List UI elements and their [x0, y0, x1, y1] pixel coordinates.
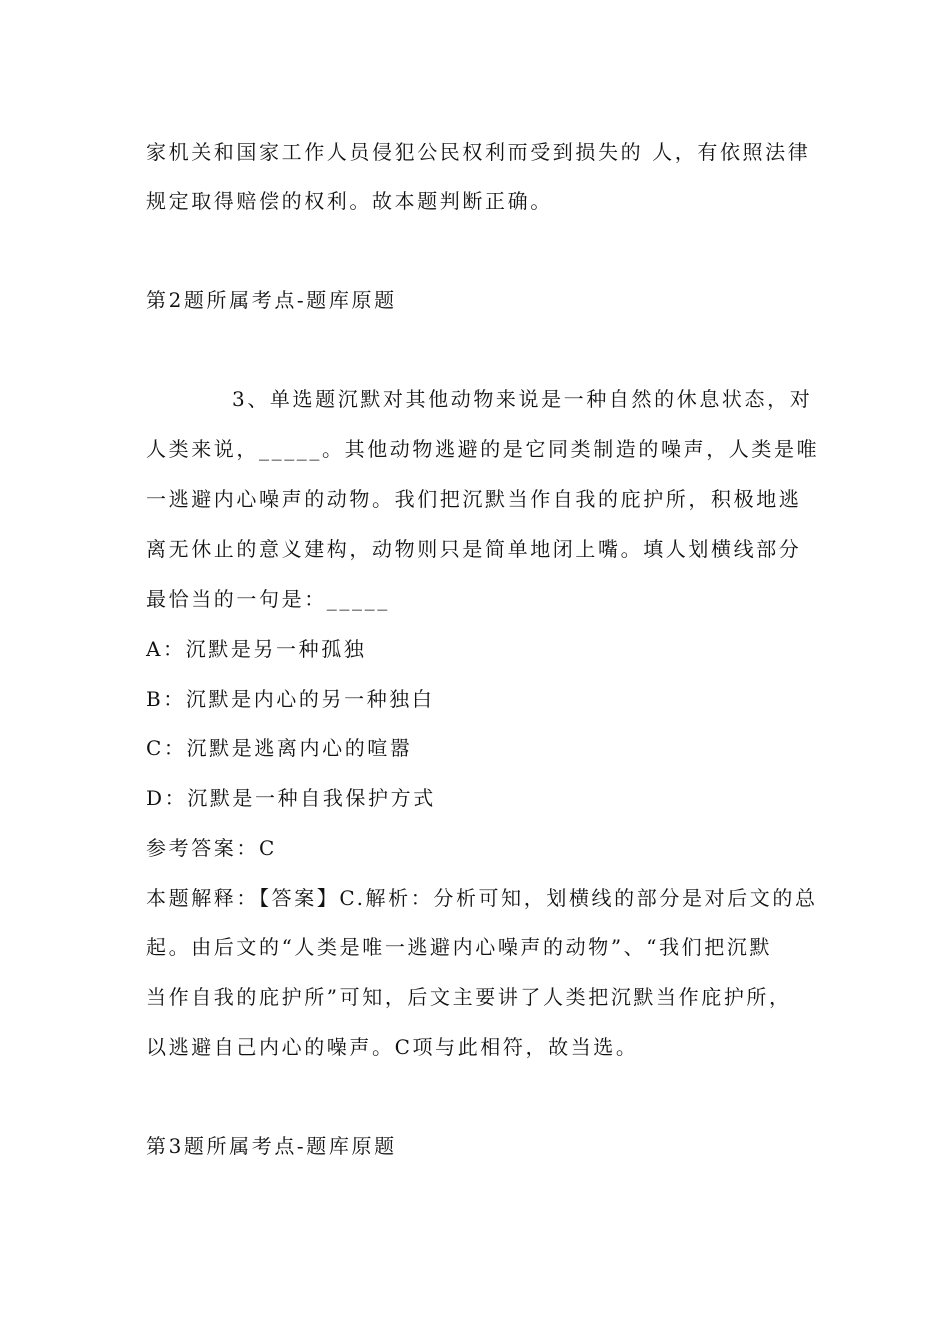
- prev-explanation-line: 规定取得赔偿的权利。故本题判断正确。: [146, 189, 553, 213]
- option-c: C：沉默是逃离内心的喧嚣: [146, 736, 413, 760]
- question-3-stem-line: 3、单选题沉默对其他动物来说是一种自然的休息状态，对: [232, 387, 813, 411]
- question-2-source: 第2题所属考点-题库原题: [146, 288, 397, 312]
- explanation-line: 当作自我的庇护所”可知，后文主要讲了人类把沉默当作庇护所，: [146, 985, 792, 1009]
- question-3-stem-line: 人类来说，_____。其他动物逃避的是它同类制造的噪声，人类是唯: [146, 437, 820, 461]
- option-b: B：沉默是内心的另一种独白: [146, 687, 435, 711]
- question-3-stem-line: 一逃避内心噪声的动物。我们把沉默当作自我的庇护所，积极地逃: [146, 487, 802, 511]
- explanation-line: 起。由后文的“人类是唯一逃避内心噪声的动物”、“我们把沉默: [146, 935, 773, 959]
- question-3-source: 第3题所属考点-题库原题: [146, 1134, 397, 1158]
- option-d: D：沉默是一种自我保护方式: [146, 786, 436, 810]
- prev-explanation-line: 家机关和国家工作人员侵犯公民权利而受到损失的 人，有依照法律: [146, 140, 811, 164]
- question-3-stem-line: 最恰当的一句是：_____: [146, 587, 390, 611]
- option-a: A：沉默是另一种孤独: [146, 637, 367, 661]
- reference-answer: 参考答案：C: [146, 836, 277, 860]
- explanation-line: 以逃避自己内心的噪声。C项与此相符，故当选。: [146, 1035, 639, 1059]
- question-3-stem-line: 离无休止的意义建构，动物则只是简单地闭上嘴。填人划横线部分: [146, 537, 802, 561]
- explanation-line: 本题解释：【答案】C.解析：分析可知，划横线的部分是对后文的总: [146, 886, 818, 910]
